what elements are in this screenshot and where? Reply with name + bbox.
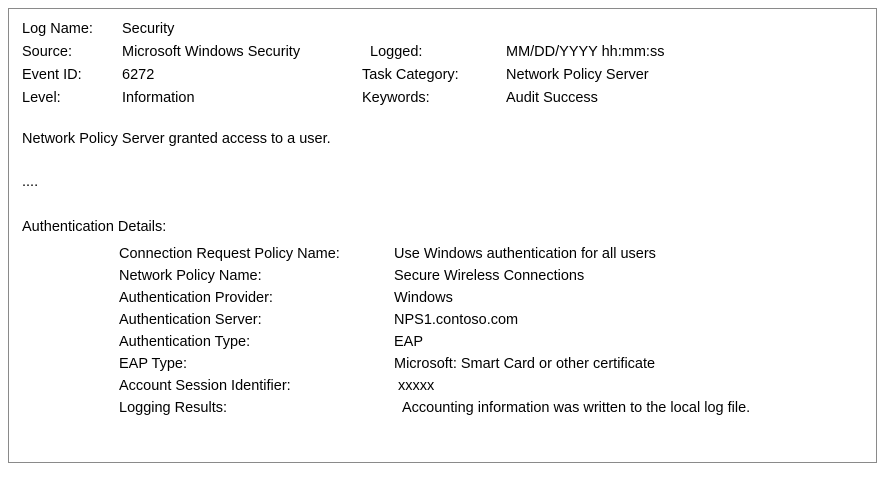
event-description: Network Policy Server granted access to a user. bbox=[22, 131, 331, 147]
detail-value-connection-request-policy-name: Use Windows authentication for all users bbox=[394, 246, 656, 262]
event-header-label-level: Level: bbox=[22, 90, 61, 106]
detail-label-network-policy-name: Network Policy Name: bbox=[119, 268, 262, 284]
event-log-card bbox=[8, 8, 877, 463]
authentication-details-title: Authentication Details: bbox=[22, 219, 167, 235]
authentication-details-grid bbox=[119, 244, 866, 419]
event-header-value-keywords: Audit Success bbox=[506, 90, 598, 106]
detail-label-account-session-identifier: Account Session Identifier: bbox=[119, 378, 291, 394]
event-header-value-logged: MM/DD/YYYY hh:mm:ss bbox=[506, 44, 665, 60]
detail-label-authentication-server: Authentication Server: bbox=[119, 312, 262, 328]
event-header-value-empty-0 bbox=[502, 19, 866, 40]
event-header-label-source: Source: bbox=[22, 44, 72, 60]
detail-value-eap-type: Microsoft: Smart Card or other certificate bbox=[394, 356, 656, 372]
event-header-label-empty-0 bbox=[362, 19, 502, 40]
event-log-content bbox=[22, 19, 866, 456]
detail-value-logging-results: Accounting information was written to the local log file. bbox=[402, 400, 751, 416]
event-header-value-level: Information bbox=[122, 90, 195, 106]
detail-label-authentication-provider: Authentication Provider: bbox=[119, 290, 273, 306]
event-header-value-task-category: Network Policy Server bbox=[506, 67, 649, 83]
event-header-value-log-name: Security bbox=[122, 21, 175, 37]
event-header-label-event-id: Event ID: bbox=[22, 67, 82, 83]
event-header-label-task-category: Task Category: bbox=[362, 67, 459, 83]
detail-value-authentication-server: NPS1.contoso.com bbox=[394, 312, 519, 328]
event-header-value-event-id: 6272 bbox=[122, 67, 155, 83]
detail-value-network-policy-name: Secure Wireless Connections bbox=[394, 268, 585, 284]
detail-label-eap-type: EAP Type: bbox=[119, 356, 187, 372]
event-header-label-logged: Logged: bbox=[370, 44, 423, 60]
event-ellipsis: .... bbox=[22, 174, 39, 190]
detail-label-authentication-type: Authentication Type: bbox=[119, 334, 251, 350]
event-header-label-keywords: Keywords: bbox=[362, 90, 430, 106]
detail-value-authentication-provider: Windows bbox=[394, 290, 453, 306]
event-header-grid bbox=[22, 19, 866, 109]
detail-value-authentication-type: EAP bbox=[394, 334, 424, 350]
event-header-value-source: Microsoft Windows Security bbox=[122, 44, 301, 60]
detail-label-connection-request-policy-name: Connection Request Policy Name: bbox=[119, 246, 340, 262]
detail-label-logging-results: Logging Results: bbox=[119, 400, 228, 416]
event-header-label-log-name: Log Name: bbox=[22, 21, 93, 37]
detail-value-account-session-identifier: xxxxx bbox=[398, 378, 435, 394]
